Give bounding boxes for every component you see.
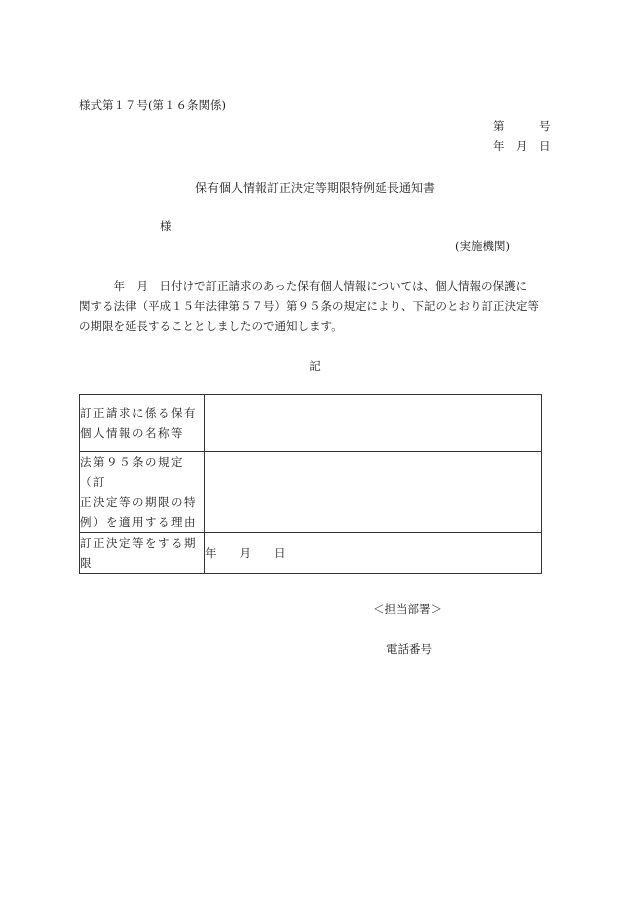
body-line: の期限を延長することとしましたので通知します。 (79, 319, 343, 333)
deadline-date: 年 月 日 (205, 533, 542, 574)
body-line: 関する法律（平成１５年法律第５７号）第９５条の規定により、下記のとおり訂正決定等 (79, 299, 539, 313)
row-label: 法第９５条の規定（訂 正決定等の期限の特 例）を適用する理由 (80, 452, 205, 533)
contact-phone: 電話番号 (386, 642, 432, 656)
body-line: 年 月 日付けで訂正請求のあった保有個人情報については、個人情報の保護に (79, 279, 528, 293)
table-row (80, 452, 542, 533)
document-date: 年 月 日 (493, 139, 551, 153)
details-table (79, 394, 542, 574)
row-value (205, 395, 542, 452)
contact-department: ＜担当部署＞ (373, 602, 442, 616)
document-number: 第 号 (493, 119, 551, 133)
row-label: 訂正決定等をする期 限 (80, 533, 205, 574)
table-row (80, 533, 542, 574)
issuing-agency: (実施機関) (455, 239, 510, 253)
addressee: 様 (160, 219, 172, 233)
notes-heading: 記 (309, 359, 321, 373)
row-label: 訂正請求に係る保有 個人情報の名称等 (80, 395, 205, 452)
row-value (205, 452, 542, 533)
body-text (79, 276, 553, 336)
form-number: 様式第１７号(第１６条関係) (79, 98, 226, 112)
document-title: 保有個人情報訂正決定等期限特例延長通知書 (194, 181, 435, 195)
table-row (80, 395, 542, 452)
